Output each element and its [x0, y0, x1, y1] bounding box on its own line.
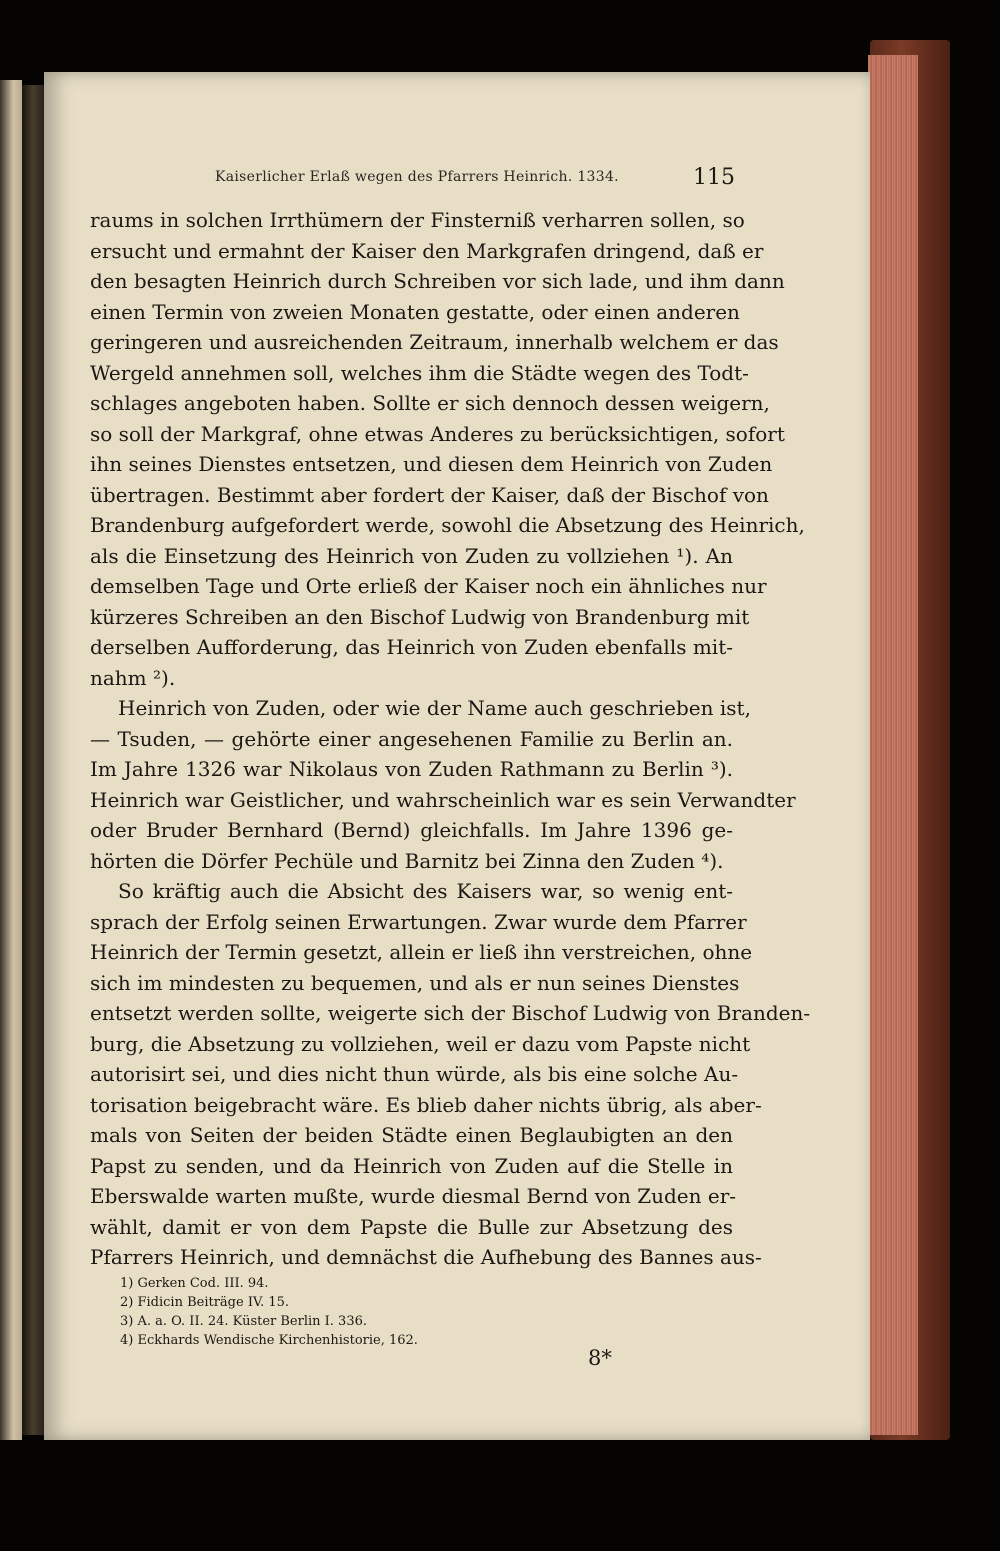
- text-line: torisation beigebracht wäre. Es blieb daher nichts übrig, als aber-: [90, 1092, 762, 1117]
- text-line: Pfarrers Heinrich, und demnächst die Aufhebung des Bannes aus-: [90, 1245, 762, 1269]
- page-header: [215, 165, 735, 191]
- footnotes: [120, 1274, 620, 1350]
- text-line: so soll der Markgraf, ohne etwas Anderes zu berücksichtigen, sofort: [90, 421, 785, 446]
- text-line: wählt, damit er von dem Papste die Bulle zur Absetzung des: [90, 1214, 733, 1239]
- text-line: ihn seines Dienstes entsetzen, und diesen dem Heinrich von Zuden: [90, 452, 773, 476]
- text-line: raums in solchen Irrthümern der Finsterniß verharren sollen, so: [90, 208, 745, 232]
- text-line: einen Termin von zweien Monaten gestatte, oder einen anderen: [90, 299, 740, 324]
- book-binding: [22, 85, 44, 1435]
- text-line: sprach der Erfolg seinen Erwartungen. Zwar wurde dem Pfarrer: [90, 909, 747, 934]
- footnote: 2) Fidicin Beiträge IV. 15.: [120, 1295, 290, 1310]
- text-line: kürzeres Schreiben an den Bischof Ludwig von Brandenburg mit: [90, 604, 750, 629]
- signature-mark: 8*: [588, 1346, 612, 1370]
- body-text: [90, 205, 811, 1273]
- page-number: 115: [693, 165, 735, 190]
- text-line: demselben Tage und Orte erließ der Kaiser noch ein ähnliches nur: [90, 574, 767, 598]
- text-line: mals von Seiten der beiden Städte einen Beglaubigten an den: [90, 1123, 733, 1147]
- text-line: schlages angeboten haben. Sollte er sich dennoch dessen weigern,: [90, 391, 770, 415]
- text-line: sich im mindesten zu bequemen, und als er nun seines Dienstes: [90, 970, 740, 995]
- text-line: burg, die Absetzung zu vollziehen, weil er dazu vom Papste nicht: [90, 1031, 751, 1056]
- text-line: übertragen. Bestimmt aber fordert der Kaiser, daß der Bischof von: [90, 482, 769, 507]
- text-line: Eberswalde warten mußte, wurde diesmal Bernd von Zuden er-: [90, 1184, 737, 1208]
- text-line: nahm ²).: [90, 665, 176, 690]
- text-line: hörten die Dörfer Pechüle und Barnitz bei Zinna den Zuden ⁴).: [90, 848, 724, 873]
- running-head: Kaiserlicher Erlaß wegen des Pfarrers Heinrich. 1334.: [215, 169, 619, 185]
- text-line: Papst zu senden, und da Heinrich von Zuden auf die Stelle in: [90, 1153, 733, 1178]
- text-line: Brandenburg aufgefordert werde, sowohl die Absetzung des Heinrich,: [90, 513, 805, 537]
- text-line: ersucht und ermahnt der Kaiser den Markgrafen dringend, daß er: [90, 238, 764, 263]
- page-edges: [868, 55, 918, 1435]
- text-line: geringeren und ausreichenden Zeitraum, innerhalb welchem er das: [90, 330, 779, 354]
- text-line: — Tsuden, — gehörte einer angesehenen Familie zu Berlin an.: [90, 726, 733, 751]
- text-line: autorisirt sei, und dies nicht thun würde, als bis eine solche Au-: [90, 1062, 739, 1086]
- footnote: 4) Eckhards Wendische Kirchenhistorie, 162.: [120, 1333, 418, 1348]
- text-line: Heinrich von Zuden, oder wie der Name auch geschrieben ist,: [118, 696, 751, 720]
- footnote: 3) A. a. O. II. 24. Küster Berlin I. 336.: [120, 1314, 368, 1329]
- text-line: Heinrich der Termin gesetzt, allein er ließ ihn verstreichen, ohne: [90, 940, 753, 964]
- text-line: So kräftig auch die Absicht des Kaisers war, so wenig ent-: [118, 879, 733, 903]
- text-line: als die Einsetzung des Heinrich von Zuden zu vollziehen ¹). An: [90, 543, 733, 568]
- text-line: Wergeld annehmen soll, welches ihm die Städte wegen des Todt-: [90, 360, 749, 385]
- footnote: 1) Gerken Cod. III. 94.: [120, 1276, 269, 1291]
- text-line: Heinrich war Geistlicher, und wahrscheinlich war es sein Verwandter: [90, 787, 796, 812]
- text-line: entsetzt werden sollte, weigerte sich der Bischof Ludwig von Branden-: [90, 1001, 811, 1025]
- text-line: den besagten Heinrich durch Schreiben vor sich lade, und ihm dann: [90, 269, 785, 293]
- text-line: derselben Aufforderung, das Heinrich von Zuden ebenfalls mit-: [90, 635, 733, 659]
- left-page-edge: [0, 80, 22, 1440]
- text-line: oder Bruder Bernhard (Bernd) gleichfalls. Im Jahre 1396 ge-: [90, 818, 733, 842]
- text-line: Im Jahre 1326 war Nikolaus von Zuden Rathmann zu Berlin ³).: [90, 757, 733, 781]
